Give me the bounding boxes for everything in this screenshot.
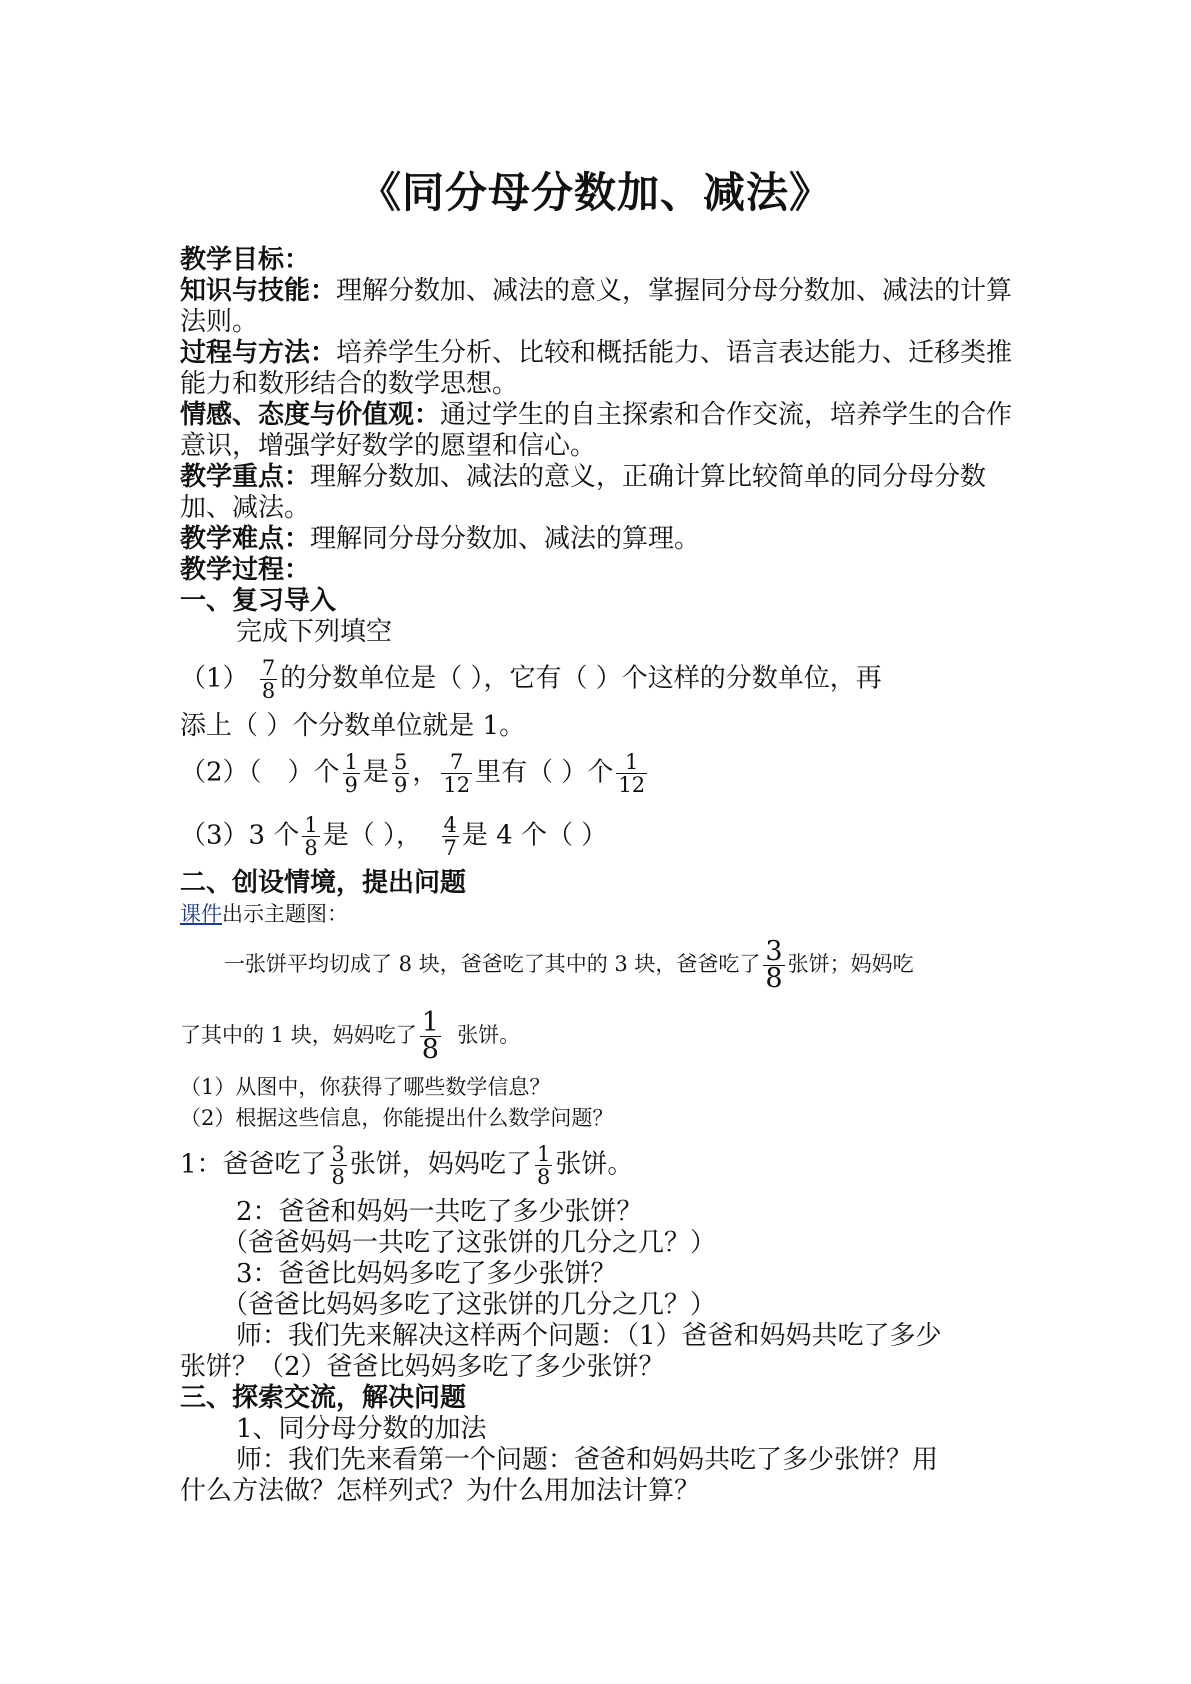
fraction-3-8: [763, 936, 784, 994]
story-c: 了其中的 1 块，妈妈吃了: [180, 1023, 417, 1047]
knowledge-text: 理解分数加、减法的意义，掌握同分母分数加、减法的计算法则。: [180, 276, 1013, 337]
numerator: 7: [441, 751, 472, 774]
numerator: 3: [331, 1142, 345, 1166]
denominator: 9: [344, 773, 358, 797]
section3-teacher-a: 师：我们先来看第一个问题：爸爸和妈妈共吃了多少张饼？用: [236, 1445, 939, 1475]
denominator: 8: [331, 1165, 345, 1189]
fraction-7-8: [260, 657, 277, 702]
knowledge-label: 知识与技能：: [180, 276, 337, 306]
key-point-text: 理解分数加、减法的意义，正确计算比较简单的同分母分数加、减法。: [180, 462, 987, 523]
courseware-after: 出示主题图：: [222, 902, 348, 926]
denominator: 12: [443, 773, 471, 797]
teacher-line-a: 师：我们先来解决这样两个问题：（1）爸爸和妈妈共吃了多少: [236, 1321, 942, 1351]
story-line-2: [180, 1001, 1015, 1072]
emotion-label: 情感、态度与价值观：: [180, 400, 441, 430]
section3-heading: 三、探索交流，解决问题: [180, 1383, 467, 1413]
item1-a: 1：爸爸吃了: [180, 1149, 327, 1180]
item1-c: 张饼。: [555, 1149, 634, 1180]
denominator: 8: [536, 1165, 551, 1189]
numerator: 7: [261, 656, 276, 680]
section1-intro: 完成下列填空: [236, 617, 393, 647]
emotion-paragraph: [180, 400, 1015, 462]
process-label: 过程与方法：: [180, 338, 337, 368]
fraction-7-12: [441, 751, 472, 796]
item-3-sub: （爸爸比妈妈多吃了这张饼的几分之几？）: [222, 1290, 717, 1320]
key-point-paragraph: [180, 462, 1015, 524]
courseware-link[interactable]: 课件: [180, 902, 222, 926]
story-d: 张饼。: [457, 1023, 521, 1047]
fraction-1-8: [302, 814, 319, 859]
story-line-1: [180, 930, 1015, 1001]
q2-mid3: 里有（ ）个: [475, 757, 614, 788]
question-1: （1）从图中，你获得了哪些数学信息？: [180, 1075, 551, 1099]
numerator: 3: [765, 936, 783, 967]
emotion-text: 通过学生的自主探索和合作交流，培养学生的合作意识，增强学好数学的愿望和信心。: [180, 400, 1013, 461]
fraction-1-8: [420, 1007, 441, 1065]
courseware-line: [180, 899, 1015, 930]
fraction-3-8: [330, 1143, 347, 1188]
q3-mid1: 是（ ），: [322, 820, 422, 851]
numerator: 1: [616, 751, 647, 774]
numerator: 1: [344, 750, 358, 774]
q2-mid2: ，: [412, 757, 439, 788]
item-2: 2：爸爸和妈妈一共吃了多少张饼？: [236, 1197, 643, 1227]
objectives-heading: 教学目标：: [180, 245, 311, 275]
difficulty-text: 理解同分母分数加、减法的算理。: [310, 524, 701, 554]
fraction-1-12: [616, 751, 647, 796]
story-b: 张饼；妈妈吃: [787, 952, 914, 976]
fraction-5-9: [392, 751, 409, 796]
story-a: 一张饼平均切成了 8 块，爸爸吃了其中的 3 块，爸爸吃了: [224, 952, 761, 976]
numerator: 5: [393, 750, 408, 774]
denominator: 8: [261, 679, 276, 703]
numerator: 1: [304, 813, 318, 837]
process-heading: 教学过程：: [180, 555, 311, 585]
denominator: 8: [421, 1034, 439, 1065]
q1-prefix: （1）: [180, 663, 249, 694]
denominator: 7: [443, 836, 457, 860]
key-point-label: 教学重点：: [180, 462, 311, 492]
process-text: 培养学生分析、比较和概括能力、语言表达能力、迁移类推能力和数形结合的数学思想。: [180, 338, 1013, 399]
numerator: 1: [536, 1142, 551, 1166]
process-paragraph: [180, 338, 1015, 400]
item-1: [180, 1134, 1015, 1197]
section1-heading: 一、复习导入: [180, 586, 337, 616]
teacher-line-b: 张饼？（2）爸爸比妈妈多吃了多少张饼？: [180, 1352, 665, 1382]
q1-text-a: 的分数单位是（ ），它有（ ）个这样的分数单位，再: [280, 663, 882, 694]
question-2: （2）根据这些信息，你能提出什么数学问题？: [180, 1106, 614, 1130]
fraction-4-7: [442, 814, 459, 859]
review-question-2: [180, 742, 1015, 805]
section3-teacher-b: 什么方法做？怎样列式？为什么用加法计算？: [180, 1476, 701, 1506]
q2-mid1: 是: [362, 757, 389, 788]
q1-text-b: 添上（ ）个分数单位就是 1。: [180, 711, 526, 741]
denominator: 8: [765, 963, 783, 994]
item1-b: 张饼，妈妈吃了: [349, 1149, 532, 1180]
numerator: 4: [443, 813, 457, 837]
item-2-sub: （爸爸妈妈一共吃了这张饼的几分之几？）: [222, 1228, 717, 1258]
denominator: 9: [393, 773, 408, 797]
review-question-1: [180, 648, 1015, 711]
q3-prefix: （3）3 个: [180, 820, 300, 851]
difficulty-paragraph: [180, 524, 1015, 555]
fraction-1-8: [535, 1143, 552, 1188]
q2-prefix: （2）（ ）个: [180, 757, 340, 788]
section2-heading: 二、创设情境，提出问题: [180, 868, 467, 898]
document-title: 《同分母分数加、减法》: [358, 168, 832, 217]
knowledge-paragraph: [180, 276, 1015, 338]
denominator: 8: [304, 836, 318, 860]
numerator: 1: [421, 1007, 439, 1038]
difficulty-label: 教学难点：: [180, 524, 311, 554]
q3-mid2: 是 4 个（ ）: [461, 820, 608, 851]
item-3: 3：爸爸比妈妈多吃了多少张饼？: [236, 1259, 617, 1289]
document-body: [180, 245, 1015, 1507]
review-question-3: [180, 805, 1015, 868]
fraction-1-9: [343, 751, 360, 796]
denominator: 12: [618, 773, 646, 797]
section3-sub1: 1、同分母分数的加法: [236, 1414, 487, 1444]
